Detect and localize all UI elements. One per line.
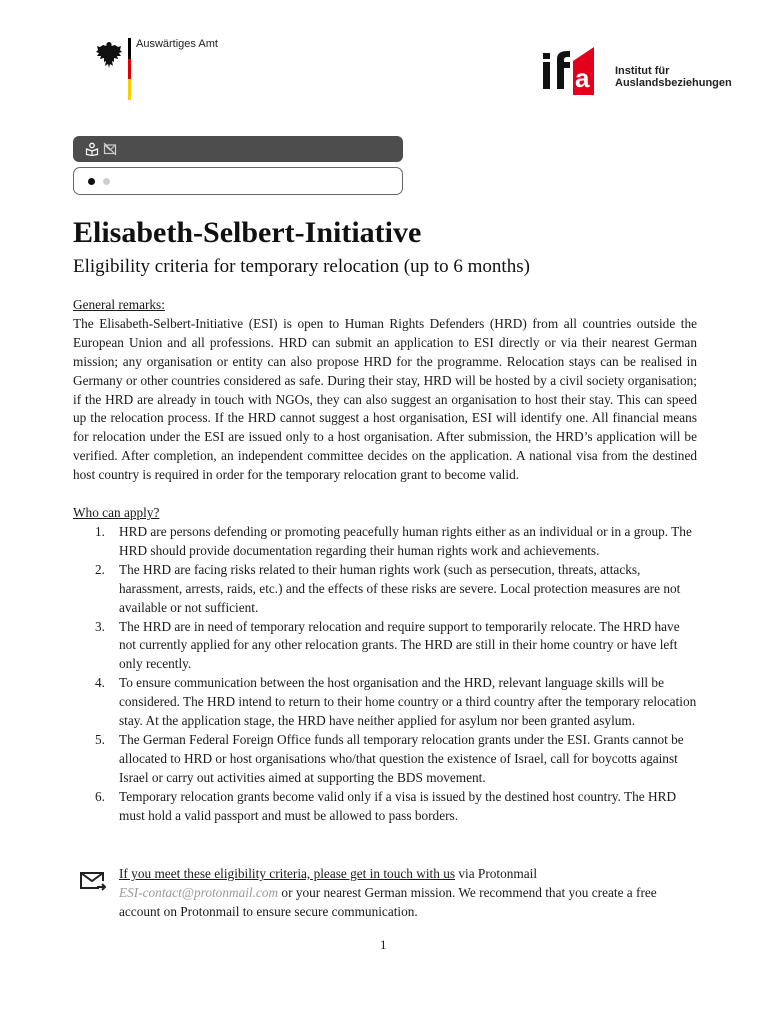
page-dot-active[interactable] bbox=[88, 178, 95, 185]
svg-text:a: a bbox=[575, 63, 590, 93]
flag-red bbox=[128, 59, 131, 80]
list-item-text: Temporary relocation grants become valid only if a visa is issued by the destined host country. The HRD must hold a valid passport and must be allowed to pass borders. bbox=[119, 788, 677, 823]
list-item-text: The German Federal Foreign Office funds all temporary relocation grants under the ESI. Grants cannot be allocated to HRD or host organisations who/that question the existence of Israel, call for boycotts against Israel or carry out activities aimed at supporting the BDS movement. bbox=[119, 731, 684, 785]
list-item-text: HRD are persons defending or promoting peacefully human rights either as an individual or in a group. The HRD should provide documentation regarding their human rights work and achievements. bbox=[119, 523, 692, 558]
list-item-number: 2. bbox=[95, 561, 105, 577]
contact-via: via Protonmail bbox=[455, 866, 538, 881]
reader-toolbar bbox=[73, 136, 403, 162]
page-number: 1 bbox=[380, 937, 387, 952]
contact-lead: If you meet these eligibility criteria, please get in touch with us bbox=[119, 866, 456, 881]
list-item bbox=[73, 674, 697, 731]
ifa-full-name bbox=[615, 65, 732, 89]
ifa-name-line2: Auslandsbeziehungen bbox=[615, 77, 732, 89]
list-item-number: 6. bbox=[95, 788, 105, 804]
contact-rest: or your nearest German mission. We recommend that you create a free account on Protonmail to ensure secure communication. bbox=[119, 885, 657, 919]
flag-black bbox=[128, 38, 131, 59]
list-item bbox=[73, 731, 697, 788]
page-dot-inactive[interactable] bbox=[103, 178, 110, 185]
general-remarks-heading: General remarks: bbox=[73, 297, 165, 312]
contact-text bbox=[119, 864, 697, 921]
list-item-text: The HRD are facing risks related to their human rights work (such as persecution, threats, attacks, harassment, arrests, raids, etc.) and the effects of these risks are severe. Local protection measures are not available or not sufficient. bbox=[119, 561, 681, 615]
ministry-name: Auswärtiges Amt bbox=[136, 38, 218, 50]
auswaertiges-amt-logo bbox=[96, 36, 236, 104]
page-indicator-bar bbox=[73, 167, 403, 195]
ifa-logo bbox=[541, 47, 751, 97]
who-can-apply-heading: Who can apply? bbox=[73, 505, 160, 521]
criteria-list bbox=[73, 523, 697, 826]
list-item-text: The HRD are in need of temporary relocation and require support to temporarily relocate. The HRD have not currently applied for any other relocation grants. The HRD are still in their home country or have left only recently. bbox=[119, 618, 680, 672]
read-icon[interactable] bbox=[85, 142, 99, 156]
list-item-text: To ensure communication between the host organisation and the HRD, relevant language skills will be considered. The HRD intend to return to their home country or a third country after the temporary relocation stay. At the application stage, the HRD have neither applied for asylum nor been granted asylum. bbox=[119, 675, 697, 729]
general-remarks-text: The Elisabeth-Selbert-Initiative (ESI) is open to Human Rights Defenders (HRD) from all countries outside the European Union and all professions. HRD can submit an application to ESI directly or via their nearest German mission; any organisation or entity can also propose HRD for the programme. Relocation stays can be realised in Germany or other countries considered as safe. During their stay, HRD will be hosted by a civil society organisation; if the HRD are already in touch with NGOs, they can also suggest an organisation to host their stay. This can speed up the relocation process. If the HRD cannot suggest a host organisation, ESI will identify one. All financial means for relocation under the ESI are issued only to a host organisation. After submission, the HRD’s application will be verified. After completion, an independent committee decides on the application. A national visa from the destined host country is required in order for the temporary relocation grant to become valid. bbox=[73, 315, 697, 483]
document-subtitle: Eligibility criteria for temporary relocation (up to 6 months) bbox=[73, 256, 530, 277]
document-title: Elisabeth-Selbert-Initiative bbox=[73, 216, 422, 249]
list-item-number: 1. bbox=[95, 523, 105, 539]
list-item bbox=[73, 618, 697, 675]
eagle-icon bbox=[96, 40, 122, 70]
list-item bbox=[73, 561, 697, 618]
list-item-number: 5. bbox=[95, 731, 105, 747]
list-item-number: 3. bbox=[95, 618, 105, 634]
list-item-number: 4. bbox=[95, 675, 105, 691]
contact-email-link[interactable]: ESI-contact@protonmail.com bbox=[119, 885, 279, 900]
flag-gold bbox=[128, 79, 131, 100]
german-flag-stripe bbox=[128, 38, 131, 100]
ifa-name-line1: Institut für bbox=[615, 65, 670, 77]
document-body bbox=[73, 296, 697, 825]
ifa-wordmark bbox=[541, 47, 611, 95]
mail-send-icon bbox=[79, 870, 107, 892]
mail-off-icon[interactable] bbox=[103, 142, 117, 156]
contact-block bbox=[73, 864, 697, 921]
list-item bbox=[73, 788, 697, 826]
list-item bbox=[73, 523, 697, 561]
